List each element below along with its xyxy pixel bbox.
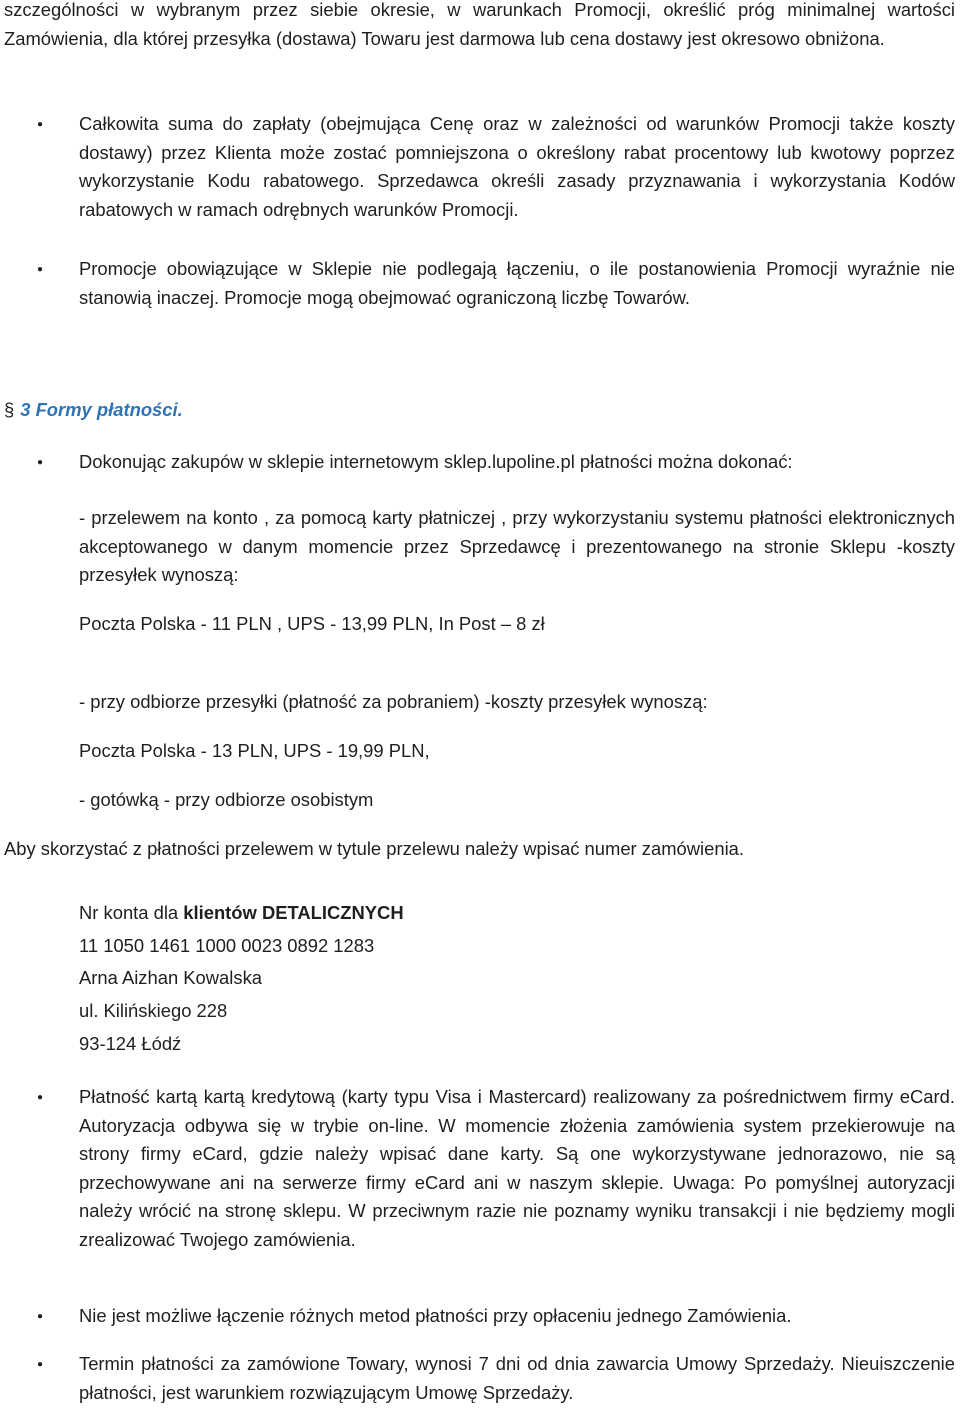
payment-deadline-bullet: Termin płatności za zamówione Towary, wynosi 7 dni od dnia zawarcia Umowy Sprzedaży. Nieuiszczenie płatności, jest warunkiem rozwiązującym Umowę Sprzedaży. xyxy=(79,1353,955,1403)
no-combining-methods-bullet: Nie jest możliwe łączenie różnych metod płatności przy opłaceniu jednego Zamówienia. xyxy=(79,1305,792,1326)
transfer-title-note: Aby skorzystać z płatności przelewem w tytule przelewu należy wpisać numer zamówienia. xyxy=(4,838,745,859)
account-label xyxy=(79,899,404,927)
cash-personal-pickup: - gotówką - przy odbiorze osobistym xyxy=(79,789,374,810)
bullet-icon: ● xyxy=(37,457,44,468)
account-street: ul. Kilińskiego 228 xyxy=(79,1000,228,1021)
cash-on-delivery-paragraph: - przy odbiorze przesyłki (płatność za pobraniem) -koszty przesyłek wynoszą: xyxy=(79,691,708,712)
account-label-bold: klientów DETALICZNYCH xyxy=(183,902,404,923)
bank-transfer-shipping-costs: Poczta Polska - 11 PLN , UPS - 13,99 PLN, In Post – 8 zł xyxy=(79,613,545,634)
cash-on-delivery-shipping-costs: Poczta Polska - 13 PLN, UPS - 19,99 PLN, xyxy=(79,740,430,761)
payment-intro-paragraph: Dokonując zakupów w sklepie internetowym sklep.lupoline.pl płatności można dokonać: xyxy=(79,451,793,472)
intro-continuation-paragraph: szczególności w wybranym przez siebie okresie, w warunkach Promocji, określić próg minimalnej wartości Zamówienia, dla której przesyłka (dostawa) Towaru jest darmowa lub cena dostawy jest okresowo obniżona. xyxy=(4,0,955,49)
account-label-prefix: Nr konta dla xyxy=(79,902,184,923)
bullet-icon: ● xyxy=(37,1311,44,1322)
bullet-icon: ● xyxy=(37,119,44,130)
section-symbol: § xyxy=(4,399,15,420)
account-number: 11 1050 1461 1000 0023 0892 1283 xyxy=(79,935,375,956)
card-payment-bullet: Płatność kartą kartą kredytową (karty typu Visa i Mastercard) realizowany za pośrednictwem firmy eCard. Autoryzacja odbywa się w trybie on-line. W momencie złożenia zamówienia system przekierowuje na strony firmy eCard, gdzie należy wpisać dane karty. Są one wykorzystywane jednorazowo, nie są przechowywane ani na serwerze firmy eCard ani w naszym sklepie. Uwaga: Po pomyślnej autoryzacji należy wrócić na stronę sklepu. W przeciwnym razie nie poznamy wyniku transakcji i nie będziemy mogli zrealizować Twojego zamówienia. xyxy=(79,1086,955,1250)
bullet-icon: ● xyxy=(37,264,44,275)
account-city: 93-124 Łódź xyxy=(79,1033,182,1054)
promo-bullet-discount-code: Całkowita suma do zapłaty (obejmująca Cenę oraz w zależności od warunków Promocji także koszty dostawy) przez Klienta może zostać pomniejszona o określony rabat procentowy lub kwotowy poprzez wykorzystanie Kodu rabatowego. Sprzedawca określi zasady przyznawania i wykorzystania Kodów rabatowych w ramach odrębnych warunków Promocji. xyxy=(79,113,955,220)
bank-transfer-paragraph: - przelewem na konto , za pomocą karty płatniczej , przy wykorzystaniu systemu płatności elektronicznych akceptowanego w danym momencie przez Sprzedawcę i prezentowanego na stronie Sklepu -koszty przesyłek wynoszą: xyxy=(79,507,955,585)
bullet-icon: ● xyxy=(37,1092,44,1103)
section-heading xyxy=(4,396,183,424)
promo-bullet-no-combining: Promocje obowiązujące w Sklepie nie podlegają łączeniu, o ile postanowienia Promocji wyraźnie nie stanowią inaczej. Promocje mogą obejmować ograniczoną liczbę Towarów. xyxy=(79,258,955,308)
section-title: 3 Formy płatności. xyxy=(20,399,183,420)
bullet-icon: ● xyxy=(37,1359,44,1370)
account-holder-name: Arna Aizhan Kowalska xyxy=(79,967,262,988)
